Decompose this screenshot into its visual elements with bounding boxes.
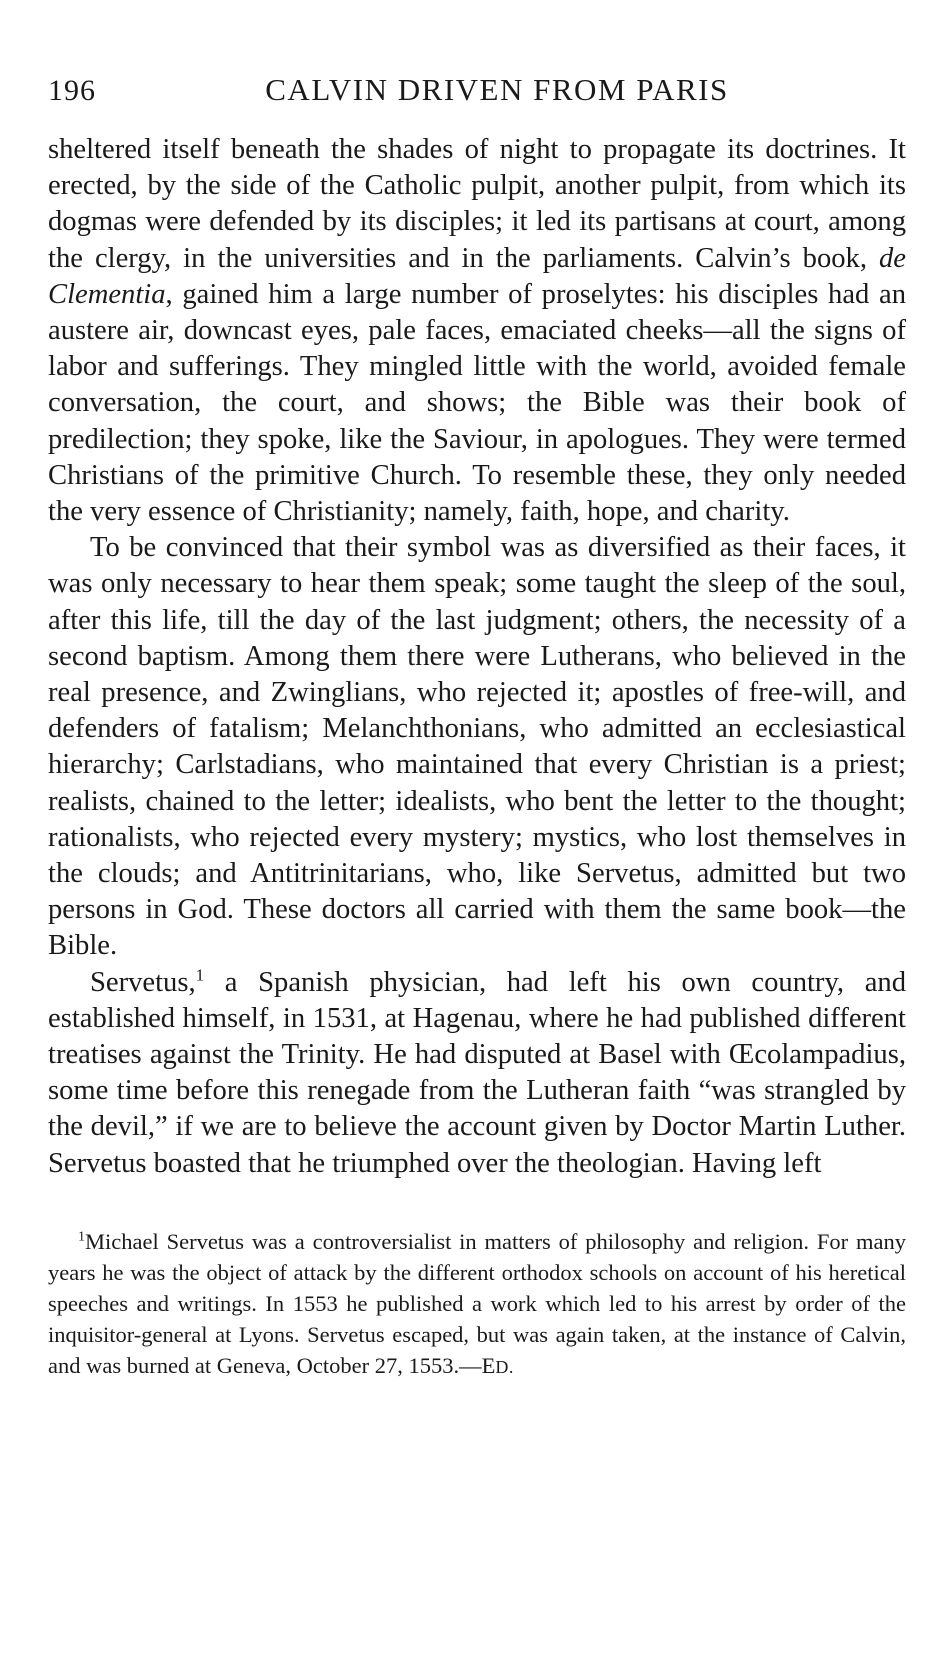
paragraph-3 [48, 965, 906, 1182]
book-title-italic: de Clementia [48, 242, 906, 310]
paragraph-1-text-before: sheltered itself beneath the shades of night to propagate its doctrines. It erected, by the side of the Catholic pulpit, another pulpit, from which its dogmas were defended by its disciples; it led its partisans at court, among the clergy, in the universities and in the parliaments. Calvin’s book, [48, 134, 906, 274]
paragraph-2: To be convinced that their symbol was as diversified as their faces, it was only necessary to hear them speak; some taught the sleep of the soul, after this life, till the day of the last judgment; others, the necessity of a second baptism. Among them there were Lutherans, who believed in the real presence, and Zwinglians, who rejected it; apostles of free-will, and defenders of fatalism; Melanchthonians, who admitted an ecclesiastical hierarchy; Carlstadians, who maintained that every Christian is a priest; realists, chained to the letter; idealists, who bent the letter to the thought; rationalists, who rejected every mystery; mystics, who lost themselves in the clouds; and Antitrinitarians, who, like Servetus, admitted but two persons in God. These doctors all carried with them the same book—the Bible. [48, 532, 906, 962]
book-page [48, 60, 906, 1383]
running-title: CALVIN DRIVEN FROM PARIS [265, 72, 729, 107]
paragraph-1-text-after: , gained him a large number of proselytes: his disciples had an austere air, downcast eyes, pale faces, emaciated cheeks—all the signs of labor and sufferings. They mingled little with the world, avoided female conversation, the court, and shows; the Bible was their book of predilection; they spoke, like the Saviour, in apologues. They were termed Christians of the primitive Church. To resemble these, they only needed the very essence of Christianity; namely, faith, hope, and charity. [48, 278, 906, 528]
body-text [48, 132, 906, 1182]
paragraph-3-lead: Servetus, [90, 966, 196, 998]
paragraph-3-text: a Spanish physician, had left his own country, and established himself, in 1531, at Hagenau, where he had published different treatises against the Trinity. He had disputed at Basel with Œcolampadius, some time before this renegade from the Lutheran faith “was strangled by the devil,” if we are to believe the account given by Doctor Martin Luther. Servetus boasted that he triumphed over the theologian. Having left [48, 966, 906, 1179]
footnote-mark: 1 [78, 1229, 85, 1245]
running-head [48, 60, 906, 120]
page-number: 196 [48, 74, 96, 107]
paragraph-1 [48, 132, 906, 530]
footnotes [48, 1226, 906, 1383]
editor-initial-smallcaps: D. [495, 1356, 514, 1377]
footnote-1 [48, 1226, 906, 1383]
editor-initial: E [481, 1352, 496, 1378]
footnote-reference-mark: 1 [195, 965, 205, 985]
footnote-text: Michael Servetus was a controversialist in matters of philosophy and religion. For many years he was the object of attack by the different orthodox schools on account of his heretical speeches and writings. In 1553 he published a work which led to his arrest by order of the inquisitor-general at Lyons. Servetus escaped, but was again taken, at the instance of Calvin, and was burned at Geneva, October 27, 1553.— [48, 1228, 906, 1378]
